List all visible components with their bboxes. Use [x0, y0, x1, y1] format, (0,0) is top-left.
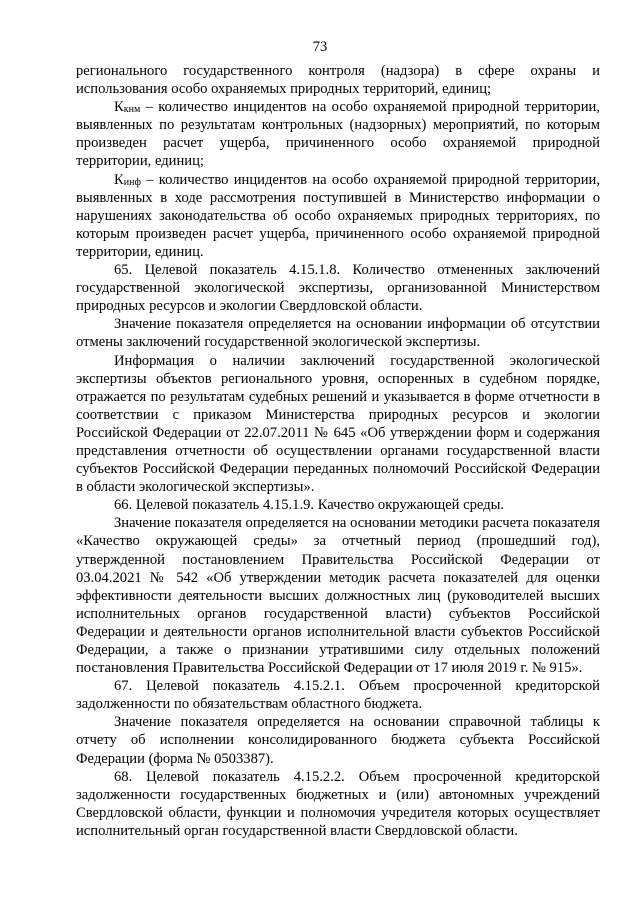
- page-number: 73: [312, 39, 328, 55]
- formula-symbol: К: [114, 171, 124, 188]
- paragraph: Информация о наличии заключений государственной экологической экспертизы объектов регионального уровня, оспоренных в судебном порядке, отражается по результатам судебных решений и указывается в форме отчетности в соответствии с приказом Министерства природных ресурсов и экологии Российской Федерации от 22.07.2011 № 645 «Об утверждении форм и содержания представления отчетности об осуществлении органами государственной власти субъектов Российской Федерации переданных полномочий Российской Федерации в области экологической экспертизы».: [76, 352, 600, 496]
- paragraph: регионального государственного контроля (надзора) в сфере охраны и использования особо охраняемых природных территорий, единиц;: [76, 63, 600, 98]
- paragraph: 65. Целевой показатель 4.15.1.8. Количество отмененных заключений государственной экологической экспертизы, организованной Министерством природных ресурсов и экологии Свердловской области.: [76, 262, 600, 315]
- definition-text: – количество инцидентов на особо охраняемой природной территории, выявленных по результатам контрольных (надзорных) мероприятий, по которым произведен расчет ущерба, причиненного особо охраняемой природной территории, единиц;: [76, 99, 600, 170]
- paragraph: 68. Целевой показатель 4.15.2.2. Объем просроченной кредиторской задолженности государственных бюджетных и (или) автономных учреждений Свердловской области, функции и полномочия учредителя которых осуществляет исполнительный орган государственной власти Свердловской области.: [76, 768, 600, 839]
- paragraph-definition-kinf: [76, 171, 600, 261]
- formula-subscript: кнм: [123, 104, 141, 116]
- definition-text: – количество инцидентов на особо охраняемой природной территории, выявленных в ходе рассмотрения поступившей в Министерство информации о нарушениях законодательства об особо охраняемых природных территориях, по которым произведен расчет ущерба, причиненного особо охраняемой природной территории, единиц.: [76, 171, 600, 260]
- paragraph: Значение показателя определяется на основании методики расчета показателя «Качество окружающей среды» за отчетный период (прошедший год), утвержденной постановлением Правительства Российской Федерации от 03.04.2021 № 542 «Об утверждении методик расчета показателей для оценки эффективности деятельности высших должностных лиц (руководителей высших исполнительных органов государственной власти) субъектов Российской Федерации и деятельности органов исполнительной власти субъектов Российской Федерации, а также о признании утратившими силу отдельных положений постановления Правительства Российской Федерации от 17 июля 2019 г. № 915».: [76, 515, 600, 677]
- paragraph: Значение показателя определяется на основании информации об отсутствии отмены заключений государственной экологической экспертизы.: [76, 316, 600, 351]
- paragraph: Значение показателя определяется на основании справочной таблицы к отчету об исполнении консолидированного бюджета субъекта Российской Федерации (форма № 0503387).: [76, 714, 600, 767]
- formula-subscript: инф: [123, 176, 141, 188]
- paragraph-definition-knm: [76, 98, 600, 170]
- paragraph: 67. Целевой показатель 4.15.2.1. Объем просроченной кредиторской задолженности по обязательствам областного бюджета.: [76, 678, 600, 713]
- formula-symbol: К: [114, 99, 124, 116]
- paragraph: 66. Целевой показатель 4.15.1.9. Качество окружающей среды.: [114, 497, 505, 514]
- document-body: [76, 62, 600, 840]
